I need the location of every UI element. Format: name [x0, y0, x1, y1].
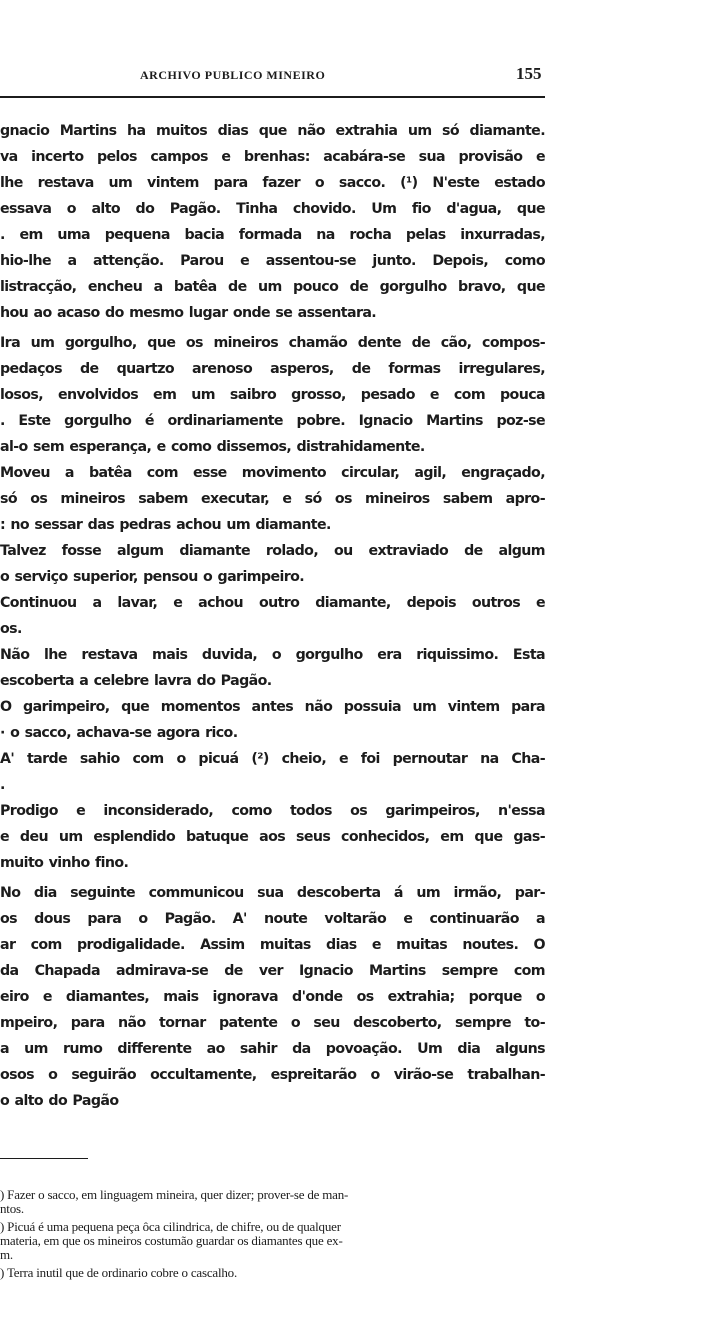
text-line: O garimpeiro, que momentos antes não possuia um vintem para	[0, 699, 545, 715]
text-line: da Chapada admirava-se de ver Ignacio Martins sempre com	[0, 963, 545, 979]
text-line: eiro e diamantes, mais ignorava d'onde os extrahia; porque o	[0, 989, 545, 1005]
text-line: mpeiro, para não tornar patente o seu descoberto, sempre to-	[0, 1015, 545, 1031]
footnote-line: ntos.	[0, 1202, 24, 1216]
footnote-line: ) Fazer o sacco, em linguagem mineira, quer dizer; prover-se de man-	[0, 1188, 349, 1202]
footnote-line: ) Terra inutil que de ordinario cobre o cascalho.	[0, 1266, 238, 1280]
text-line: ar com prodigalidade. Assim muitas dias e muitas noutes. O	[0, 937, 545, 953]
footnote-rule	[0, 1158, 88, 1159]
text-line: hio-lhe a attenção. Parou e assentou-se junto. Depois, como	[0, 253, 545, 269]
header-rule	[0, 96, 545, 98]
text-line: os dous para o Pagão. A' noute voltarão e continuarão a	[0, 911, 545, 927]
text-line: Talvez fosse algum diamante rolado, ou extraviado de algum	[0, 543, 545, 559]
text-line: e deu um esplendido batuque aos seus conhecidos, em que gas-	[0, 829, 545, 845]
body-text	[0, 118, 545, 1114]
text-line: .	[0, 777, 5, 793]
text-line: Prodigo e inconsiderado, como todos os garimpeiros, n'essa	[0, 803, 545, 819]
text-line: o serviço superior, pensou o garimpeiro.	[0, 569, 305, 585]
text-line: essava o alto do Pagão. Tinha chovido. Um fio d'agua, que	[0, 201, 545, 217]
footnote-line: ) Picuá é uma pequena peça ôca cilindrica, de chifre, ou de qualquer	[0, 1220, 341, 1234]
text-line: listracção, encheu a batêa de um pouco de gorgulho bravo, que	[0, 279, 545, 295]
text-line: No dia seguinte communicou sua descoberta á um irmão, par-	[0, 885, 545, 901]
text-line: osos o seguirão occultamente, espreitarão o virão-se trabalhan-	[0, 1067, 545, 1083]
text-line: escoberta a celebre lavra do Pagão.	[0, 673, 272, 689]
text-line: va incerto pelos campos e brenhas: acabára-se sua provisão e	[0, 149, 545, 165]
text-line: . em uma pequena bacia formada na rocha pelas inxurradas,	[0, 227, 545, 243]
running-title: ARCHIVO PUBLICO MINEIRO	[140, 68, 326, 82]
footnote-line: materia, em que os mineiros costumão guardar os diamantes que ex-	[0, 1234, 343, 1248]
text-line: muito vinho fino.	[0, 855, 129, 871]
text-line: os.	[0, 621, 22, 637]
text-line: pedaços de quartzo arenoso asperos, de formas irregulares,	[0, 361, 545, 377]
text-line: . Este gorgulho é ordinariamente pobre. Ignacio Martins poz-se	[0, 413, 545, 429]
text-line: gnacio Martins ha muitos dias que não extrahia um só diamante.	[0, 123, 545, 139]
page-number: 155	[516, 64, 542, 83]
text-line: só os mineiros sabem executar, e só os mineiros sabem apro-	[0, 491, 545, 507]
text-line: A' tarde sahio com o picuá (²) cheio, e foi pernoutar na Cha-	[0, 751, 545, 767]
footnotes	[0, 1188, 545, 1280]
text-line: o alto do Pagão	[0, 1093, 119, 1109]
text-line: · o sacco, achava-se agora rico.	[0, 725, 238, 741]
text-line: losos, envolvidos em um saibro grosso, pesado e com pouca	[0, 387, 545, 403]
text-line: Não lhe restava mais duvida, o gorgulho era riquissimo. Esta	[0, 647, 545, 663]
text-line: hou ao acaso do mesmo lugar onde se assentara.	[0, 305, 377, 321]
text-line: Continuou a lavar, e achou outro diamante, depois outros e	[0, 595, 545, 611]
page-header	[0, 62, 550, 92]
text-line: al-o sem esperança, e como dissemos, distrahidamente.	[0, 439, 425, 455]
text-line: : no sessar das pedras achou um diamante.	[0, 517, 331, 533]
text-line: a um rumo differente ao sahir da povoação. Um dia alguns	[0, 1041, 545, 1057]
text-line: Ira um gorgulho, que os mineiros chamão dente de cão, compos-	[0, 335, 545, 351]
text-line: lhe restava um vintem para fazer o sacco. (¹) N'este estado	[0, 175, 545, 191]
footnote-line: m.	[0, 1248, 13, 1262]
text-line: Moveu a batêa com esse movimento circular, agil, engraçado,	[0, 465, 545, 481]
